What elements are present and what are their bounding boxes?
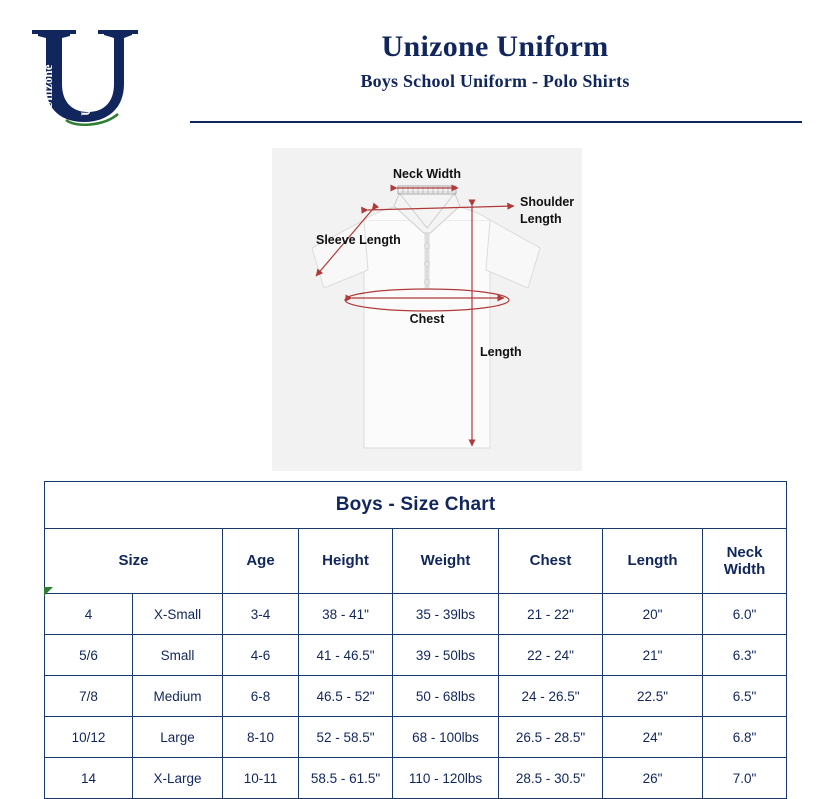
cell-size-name: X-Small	[133, 594, 223, 635]
logo-vertical-text-2: Uniforms	[78, 63, 93, 116]
cell-weight: 68 - 100lbs	[393, 717, 499, 758]
header-divider	[190, 121, 802, 123]
cell-size: 10/12	[45, 717, 133, 758]
brand-logo	[18, 22, 158, 130]
header-size: Size	[45, 529, 223, 594]
cell-neck-width: 6.0"	[703, 594, 787, 635]
header-chest: Chest	[499, 529, 603, 594]
logo-vertical-text-1: Unizone	[40, 64, 55, 110]
cell-age: 10-11	[223, 758, 299, 799]
cell-weight: 39 - 50lbs	[393, 635, 499, 676]
cell-height: 41 - 46.5"	[299, 635, 393, 676]
table-row	[45, 594, 787, 635]
cell-age: 6-8	[223, 676, 299, 717]
table-title: Boys - Size Chart	[45, 482, 787, 529]
table-title-row	[45, 482, 787, 529]
table-row	[45, 676, 787, 717]
label-chest: Chest	[409, 312, 445, 326]
label-shoulder-length-line1: Shoulder	[520, 195, 575, 209]
cell-length: 20"	[603, 594, 703, 635]
page-subtitle: Boys School Uniform - Polo Shirts	[360, 71, 630, 91]
size-chart-table-wrapper	[44, 481, 774, 799]
size-chart-table	[44, 481, 787, 799]
cell-neck-width: 7.0"	[703, 758, 787, 799]
cell-size-name: Small	[133, 635, 223, 676]
cell-length: 26"	[603, 758, 703, 799]
cell-length: 24"	[603, 717, 703, 758]
cell-size: 5/6	[45, 635, 133, 676]
table-header-row	[45, 529, 787, 594]
cell-size: 4	[45, 594, 133, 635]
polo-measurement-diagram	[272, 148, 582, 471]
cell-height: 52 - 58.5"	[299, 717, 393, 758]
title-block	[190, 30, 800, 92]
cell-weight: 35 - 39lbs	[393, 594, 499, 635]
label-length: Length	[480, 345, 522, 359]
table-row	[45, 758, 787, 799]
cell-age: 8-10	[223, 717, 299, 758]
cell-size: 14	[45, 758, 133, 799]
table-row	[45, 635, 787, 676]
label-sleeve-length: Sleeve Length	[316, 233, 401, 247]
cell-neck-width: 6.3"	[703, 635, 787, 676]
header-weight: Weight	[393, 529, 499, 594]
cell-size-name: Large	[133, 717, 223, 758]
cell-age: 4-6	[223, 635, 299, 676]
cell-chest: 24 - 26.5"	[499, 676, 603, 717]
cell-size: 7/8	[45, 676, 133, 717]
cell-size-name: Medium	[133, 676, 223, 717]
header-height: Height	[299, 529, 393, 594]
header-neck-width-line1: Neck	[726, 543, 763, 561]
cell-chest: 21 - 22"	[499, 594, 603, 635]
cell-chest: 22 - 24"	[499, 635, 603, 676]
cell-weight: 50 - 68lbs	[393, 676, 499, 717]
cell-chest: 28.5 - 30.5"	[499, 758, 603, 799]
cell-size-name: X-Large	[133, 758, 223, 799]
cell-chest: 26.5 - 28.5"	[499, 717, 603, 758]
cell-age: 3-4	[223, 594, 299, 635]
table-row	[45, 717, 787, 758]
cell-height: 58.5 - 61.5"	[299, 758, 393, 799]
header-length: Length	[603, 529, 703, 594]
cell-height: 46.5 - 52"	[299, 676, 393, 717]
cell-neck-width: 6.5"	[703, 676, 787, 717]
cell-height: 38 - 41"	[299, 594, 393, 635]
page-title: Unizone Uniform	[381, 30, 609, 63]
label-neck-width: Neck Width	[393, 167, 461, 181]
cell-weight: 110 - 120lbs	[393, 758, 499, 799]
cell-length: 21"	[603, 635, 703, 676]
cell-length: 22.5"	[603, 676, 703, 717]
header-neck-width	[703, 529, 787, 594]
header-age: Age	[223, 529, 299, 594]
cell-neck-width: 6.8"	[703, 717, 787, 758]
label-shoulder-length-line2: Length	[520, 212, 562, 226]
header-neck-width-line2: Width	[723, 561, 766, 578]
table-corner-marker	[44, 587, 53, 596]
page-header	[0, 0, 817, 130]
